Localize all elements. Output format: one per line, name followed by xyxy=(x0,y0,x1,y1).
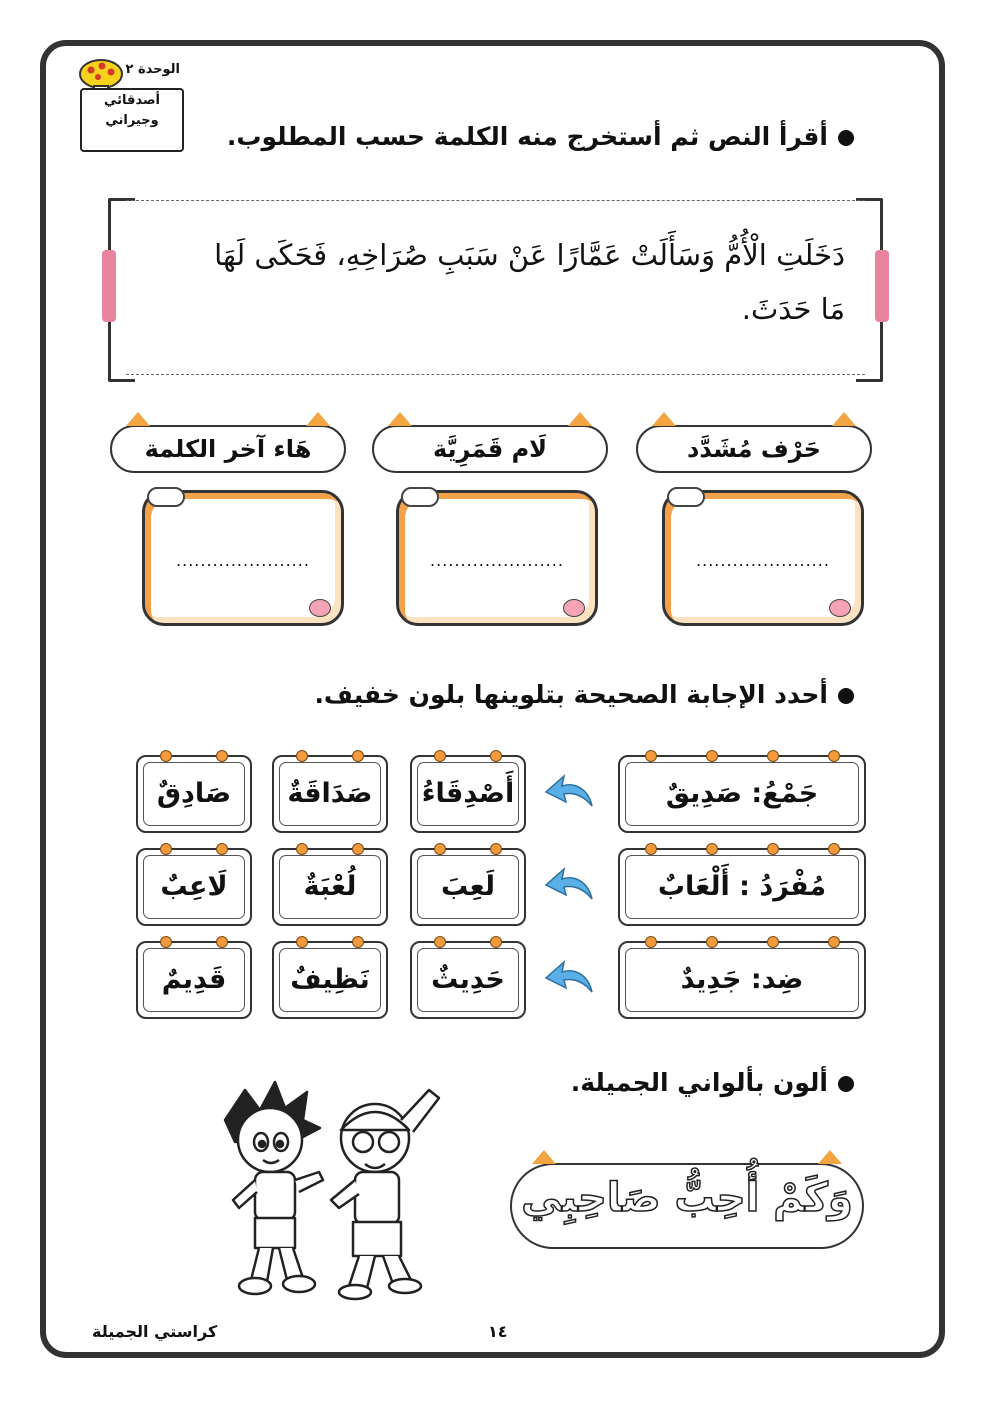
option-card[interactable]: لُعْبَةٌ xyxy=(272,848,388,926)
bullet-icon xyxy=(838,130,854,146)
kids-illustration xyxy=(215,1080,455,1305)
question-prompt-1: جَمْعُ: صَدِيقٌ xyxy=(618,755,866,833)
label-pill-haa: هَاء آخر الكلمة xyxy=(110,425,346,473)
section3-instruction: ألون بألواني الجميلة. xyxy=(571,1068,854,1097)
answer-box-3[interactable]: ...................... xyxy=(142,490,344,626)
question-prompt-2: مُفْرَدُ : أَلْعَابٌ xyxy=(618,848,866,926)
option-card[interactable]: صَادِقٌ xyxy=(136,755,252,833)
cloud-icon xyxy=(401,487,439,507)
label-pill-shadda: حَرْف مُشَدَّد xyxy=(636,425,872,473)
arrow-left-icon xyxy=(544,958,596,998)
option-card[interactable]: قَدِيمٌ xyxy=(136,941,252,1019)
arrow-left-icon xyxy=(544,865,596,905)
passage-box xyxy=(108,198,883,378)
unit-badge xyxy=(72,58,182,148)
unit-name-line2: وجيراني xyxy=(105,113,159,128)
section1-instruction: أقرأ النص ثم أستخرج منه الكلمة حسب المطلوب. xyxy=(227,122,854,151)
answer-box-1[interactable]: ...................... xyxy=(662,490,864,626)
cloud-icon xyxy=(147,487,185,507)
paw-icon xyxy=(309,599,331,617)
bullet-icon xyxy=(838,688,854,704)
passage-line1: دَخَلَتِ الْأُمُّ وَسَأَلَتْ عَمَّارًا عَنْ سَبَبِ صُرَاخِهِ، فَحَكَى لَهَا xyxy=(214,238,845,272)
passage-line2: مَا حَدَثَ. xyxy=(741,292,845,326)
option-card[interactable]: لَاعِبٌ xyxy=(136,848,252,926)
option-card[interactable]: أَصْدِقَاءُ xyxy=(410,755,526,833)
phrase-pill xyxy=(510,1163,864,1249)
label-pill-lam-qamariya: لَام قَمَرِيَّة xyxy=(372,425,608,473)
question-prompt-3: ضِد: جَدِيدٌ xyxy=(618,941,866,1019)
answer-box-2[interactable]: ...................... xyxy=(396,490,598,626)
section2-instruction: أحدد الإجابة الصحيحة بتلوينها بلون خفيف. xyxy=(314,680,854,709)
page-number: ١٤ xyxy=(488,1322,508,1341)
unit-label: الوحدة ٢ xyxy=(125,62,180,77)
unit-name-line1: أصدقائي xyxy=(104,93,160,108)
phrase-text: وَكَمْ أُحِبُّ صَاحِبِي xyxy=(521,1175,853,1221)
footer-book-name: كراستي الجميلة xyxy=(92,1322,218,1341)
cloud-icon xyxy=(667,487,705,507)
option-card[interactable]: صَدَاقَةٌ xyxy=(272,755,388,833)
paw-icon xyxy=(563,599,585,617)
unit-name-box xyxy=(80,88,184,152)
bullet-icon xyxy=(838,1076,854,1092)
option-card[interactable]: نَظِيفٌ xyxy=(272,941,388,1019)
arrow-left-icon xyxy=(544,772,596,812)
option-card[interactable]: لَعِبَ xyxy=(410,848,526,926)
passage-text xyxy=(146,228,845,336)
option-card[interactable]: حَدِيثٌ xyxy=(410,941,526,1019)
paw-icon xyxy=(829,599,851,617)
